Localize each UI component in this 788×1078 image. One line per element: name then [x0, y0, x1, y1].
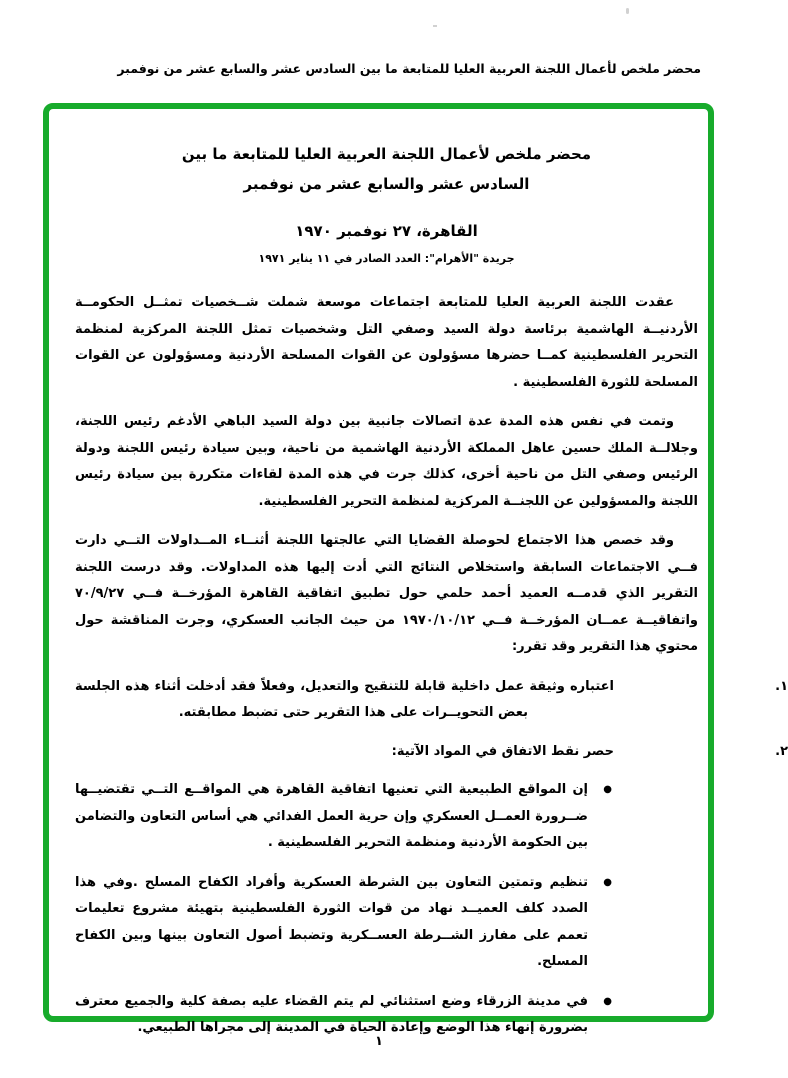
green-border-frame — [43, 103, 788, 1035]
bullet-text: تنظيم وتمتين التعاون بين الشرطة العسكرية وأفراد الكفاح المسلح .وفي هذا الصدد كلف العميــد نهاد من قوات الثورة الفلسطينية بتهيئة مشروع تعليمات تعمم على مفارز الشــرطة العســكرية وتضبط أصول التعاون بينها وبين الكفاح المسلح. — [75, 874, 588, 969]
page-number: ١ — [375, 1034, 383, 1049]
document-source-line: جريدة "الأهرام": العدد الصادر في ١١ يناير ١٩٧١ — [258, 252, 515, 265]
scan-artifact — [433, 25, 437, 27]
item-number: ٢. — [775, 743, 788, 759]
document-body — [75, 290, 788, 1042]
document-content — [49, 109, 788, 1035]
bullet-text: في مدينة الزرقاء وضع استثنائي لم يتم القضاء عليه بصفة كلية والجميع معترف بضرورة إنهاء هذا الوضع وإعادة الحياة في المدينة إلى مجراها الطبيعي. — [75, 993, 588, 1035]
bullet-icon: ● — [603, 784, 612, 795]
bullet-item — [75, 777, 614, 857]
item-number: ١. — [775, 678, 788, 694]
bullet-icon: ● — [603, 995, 612, 1007]
paragraph: وقد خصص هذا الاجتماع لحوصلة القضايا التي عالجتها اللجنة أثنــاء المــداولات التــي دارت فــي الاجتماعات السابقة واستخلاص النتائج التي أدت إليها هذه المداولات. وقد درست اللجنة التقرير الذي قدمــه العميد أحمد حلمي حول تطبيق اتفاقية القاهرة المؤرخــة فــي ٧٠/٩/٢٧ واتفاقيــة عمــان المؤرخــة فــي ١٩٧٠/١٠/١٢ من حيث الجانب العسكري، وجرت المناقشة حول محتوي هذا التقرير وقد تقرر: — [75, 533, 699, 654]
paragraph: وتمت في نفس هذه المدة عدة اتصالات جانبية بين دولة السيد الباهي الأدغم رئيس اللجنة، وجلالــة الملك حسين عاهل المملكة الأردنية الهاشمية من ناحية، وبين سيادة رئيس اللجنة ودولة الرئيس وصفي التل من ناحية أخرى، كذلك جرت في هذه المدة لقاءات متكررة بين سيادة رئيس اللجنة والمسؤولين عن اللجنــة المركزية لمنظمة التحرير الفلسطينية. — [75, 414, 698, 509]
running-header: محضر ملخص لأعمال اللجنة العربية العليا للمتابعة ما بين السادس عشر والسابع عشر من نوفمبر — [117, 61, 701, 76]
scan-artifact — [626, 8, 629, 14]
bullet-item — [75, 870, 614, 976]
document-title-line1: محضر ملخص لأعمال اللجنة العربية العليا للمتابعة ما بين — [181, 145, 592, 163]
bullet-icon: ● — [603, 876, 612, 888]
document-dateline: القاهرة، ٢٧ نوفمبر ١٩٧٠ — [295, 222, 478, 240]
bullet-text: إن المواقع الطبيعية التي تعنيها اتفاقية القاهرة هي المواقــع التــي تقتضيــها ضــرورة العمــل العسكري وإن حرية العمل الفدائي هي أساس التعاون والتضامن بين الحكومة الأردنية ومنظمة التحرير الفلسطينية . — [75, 782, 588, 850]
item-text: اعتباره وثيقة عمل داخلية قابلة للتنقيح والتعديل، وفعلاً فقد أدخلت أثناء هذه الجلسة بعض التحويــرات على هذا التقرير حتى تضبط مطابقته. — [75, 678, 614, 720]
numbered-item — [75, 674, 788, 727]
paragraph: عقدت اللجنة العربية العليا للمتابعة اجتماعات موسعة شملت شــخصيات تمثــل الحكومــة الأردنيــة الهاشمية برئاسة دولة السيد وصفي التل وشخصيات تمثل اللجنة المركزية لمنظمة التحرير الفلسطينية كمــا حضرها مسؤولون عن القوات المسلحة الأردنية ومسؤولون عن القوات المسلحة للثورة الفلسطينية . — [75, 295, 698, 390]
numbered-item — [75, 739, 788, 766]
document-title-line2: السادس عشر والسابع عشر من نوفمبر — [243, 175, 530, 193]
item-text: حصر نقط الاتفاق في المواد الآتية: — [391, 743, 614, 759]
